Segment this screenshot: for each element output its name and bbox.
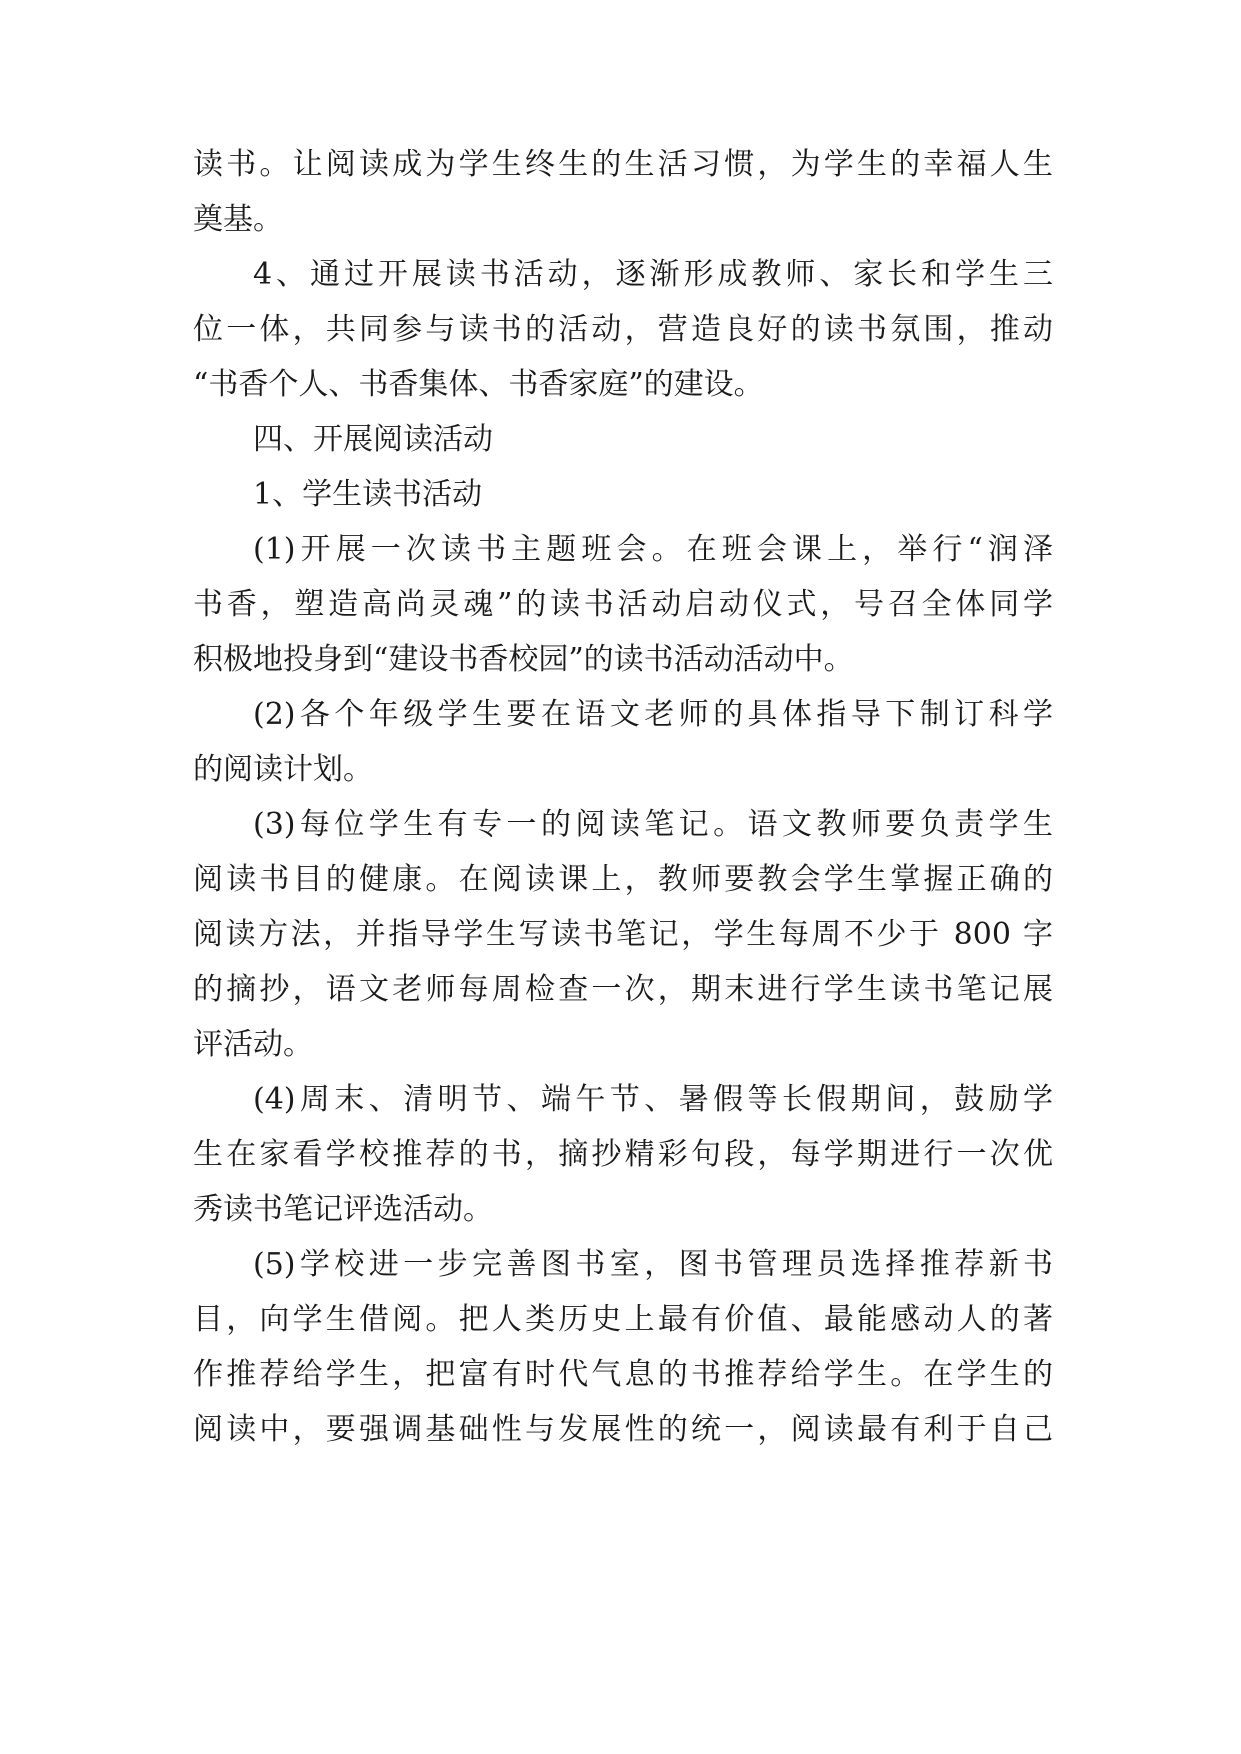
text-line: 目，向学生借阅。把人类历史上最有价值、最能感动人的著 — [193, 1302, 1053, 1337]
text-line: (1)开展一次读书主题班会。在班会课上，举行“润泽 — [253, 532, 1053, 567]
text-line: 读书。让阅读成为学生终生的生活习惯，为学生的幸福人生 — [193, 147, 1053, 182]
text-line: (5)学校进一步完善图书室，图书管理员选择推荐新书 — [253, 1247, 1053, 1282]
text-line: 的摘抄，语文老师每周检查一次，期末进行学生读书笔记展 — [193, 972, 1053, 1007]
text-line: 的阅读计划。 — [193, 752, 373, 787]
text-line: 位一体，共同参与读书的活动，营造良好的读书氛围，推动 — [193, 312, 1053, 347]
text-line: 评活动。 — [193, 1027, 313, 1062]
text-line: (4)周末、清明节、端午节、暑假等长假期间，鼓励学 — [253, 1082, 1053, 1117]
text-line: (3)每位学生有专一的阅读笔记。语文教师要负责学生 — [253, 807, 1053, 842]
section-heading: 四、开展阅读活动 — [253, 422, 493, 457]
subsection-heading: 1、学生读书活动 — [253, 477, 483, 512]
text-line: 阅读中，要强调基础性与发展性的统一，阅读最有利于自己 — [193, 1412, 1053, 1447]
text-line: 4、通过开展读书活动，逐渐形成教师、家长和学生三 — [253, 257, 1053, 292]
text-line: (2)各个年级学生要在语文老师的具体指导下制订科学 — [253, 697, 1053, 732]
text-line: 作推荐给学生，把富有时代气息的书推荐给学生。在学生的 — [193, 1357, 1053, 1392]
text-line: 书香，塑造高尚灵魂”的读书活动启动仪式，号召全体同学 — [193, 587, 1053, 622]
text-line: 秀读书笔记评选活动。 — [193, 1192, 493, 1227]
text-line: 阅读方法，并指导学生写读书笔记，学生每周不少于 800 字 — [193, 917, 1053, 952]
text-line: 积极地投身到“建设书香校园”的读书活动活动中。 — [193, 642, 854, 677]
text-line: 阅读书目的健康。在阅读课上，教师要教会学生掌握正确的 — [193, 862, 1053, 897]
text-line: 生在家看学校推荐的书，摘抄精彩句段，每学期进行一次优 — [193, 1137, 1053, 1172]
text-line: 奠基。 — [193, 202, 283, 237]
text-line: “书香个人、书香集体、书香家庭”的建设。 — [193, 367, 764, 402]
